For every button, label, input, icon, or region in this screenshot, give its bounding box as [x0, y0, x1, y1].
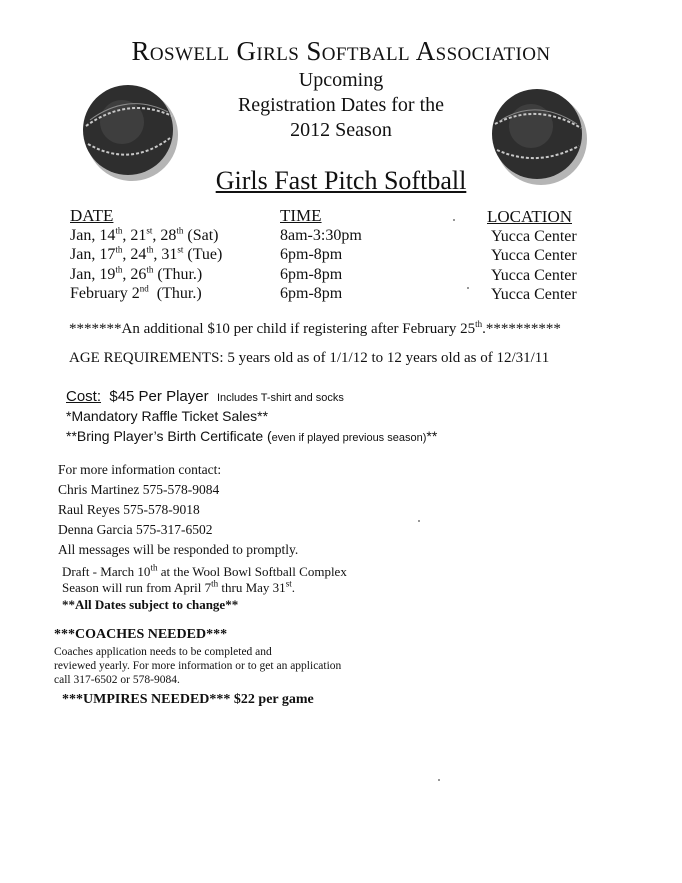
season-note: Season will run from April 7th thru May 31st.: [62, 578, 295, 595]
time-cell: 6pm-8pm: [280, 265, 343, 283]
cost-line: Cost: $45 Per Player Includes T-shirt and socks: [66, 388, 344, 405]
date-part: (Thur.): [153, 265, 203, 283]
date-part: (Thur.): [148, 285, 202, 302]
date-part: th: [176, 225, 184, 236]
location-cell: Yucca Center: [491, 266, 577, 284]
location-cell: Yucca Center: [491, 227, 577, 245]
scan-speck: [438, 779, 440, 781]
scan-speck: [467, 287, 469, 289]
time-header: TIME: [280, 206, 322, 225]
date-cell: [70, 245, 222, 265]
date-header: DATE: [70, 206, 114, 225]
coaches-info: [54, 645, 341, 687]
date-part: st: [177, 244, 184, 255]
date-part: , 31: [153, 246, 178, 263]
date-part: (Tue): [183, 246, 223, 263]
date-part: Jan, 14: [70, 226, 116, 244]
age-requirements: AGE REQUIREMENTS: 5 years old as of 1/1/12 to 12 years old as of 12/31/11: [69, 350, 550, 366]
date-part: , 28: [152, 226, 177, 244]
date-cell: [70, 284, 222, 304]
date-cell: [70, 265, 222, 285]
date-part: Jan, 19: [70, 265, 116, 283]
date-part: , 24: [122, 246, 147, 263]
coaches-info-line: call 317-6502 or 578-9084.: [54, 674, 180, 686]
scan-speck: [418, 520, 420, 522]
contact-person: Chris Martinez 575-578-9084: [58, 482, 220, 497]
section-heading: Girls Fast Pitch Softball: [215, 166, 467, 195]
location-header: LOCATION: [487, 207, 572, 226]
date-part: February 2: [70, 285, 140, 302]
time-cell: 6pm-8pm: [280, 246, 343, 263]
date-part: st: [146, 225, 153, 236]
date-part: th: [115, 244, 123, 255]
coaches-info-line: Coaches application needs to be completed and: [54, 646, 272, 658]
time-cell: 6pm-8pm: [280, 285, 343, 302]
raffle-note: *Mandatory Raffle Ticket Sales**: [66, 408, 269, 424]
date-part: th: [146, 264, 154, 275]
date-part: , 26: [122, 265, 147, 283]
date-part: nd: [139, 283, 149, 294]
date-part: , 21: [122, 226, 147, 244]
dates-subject-note: **All Dates subject to change**: [62, 597, 239, 612]
date-part: Jan, 17: [70, 246, 116, 263]
subtitle-upcoming: Upcoming: [298, 69, 384, 91]
contact-person: Denna Garcia 575-317-6502: [58, 522, 213, 537]
coaches-needed-title: ***COACHES NEEDED***: [54, 627, 228, 642]
contact-person: Raul Reyes 575-578-9018: [58, 502, 200, 517]
time-column: [280, 206, 362, 304]
scan-speck: [453, 219, 455, 221]
location-cell: Yucca Center: [491, 286, 577, 303]
date-column: [70, 206, 222, 304]
contact-response-note: All messages will be responded to promptly.: [58, 542, 299, 557]
draft-note: Draft - March 10th at the Wool Bowl Softball Complex: [62, 562, 347, 579]
contact-intro: For more information contact:: [58, 462, 222, 477]
date-cell: [70, 226, 222, 246]
time-cell: 8am-3:30pm: [280, 226, 362, 244]
date-part: (Sat): [183, 226, 219, 244]
late-fee-note: *******An additional $10 per child if registering after February 25th.**********: [69, 319, 561, 337]
subtitle-season: 2012 Season: [290, 119, 392, 141]
date-part: th: [115, 225, 123, 236]
subtitle-registration: Registration Dates for the: [237, 94, 445, 116]
page-title: Roswell Girls Softball Association: [131, 36, 551, 66]
location-cell: Yucca Center: [491, 247, 577, 264]
date-part: th: [115, 264, 123, 275]
location-column: [487, 207, 577, 305]
coaches-info-line: reviewed yearly. For more information or to get an application: [54, 660, 342, 672]
birth-certificate-note: **Bring Player’s Birth Certificate (even if played previous season)**: [66, 428, 438, 444]
date-part: th: [146, 244, 154, 255]
contact-block: [58, 460, 298, 560]
umpires-needed: ***UMPIRES NEEDED*** $22 per game: [62, 692, 314, 707]
